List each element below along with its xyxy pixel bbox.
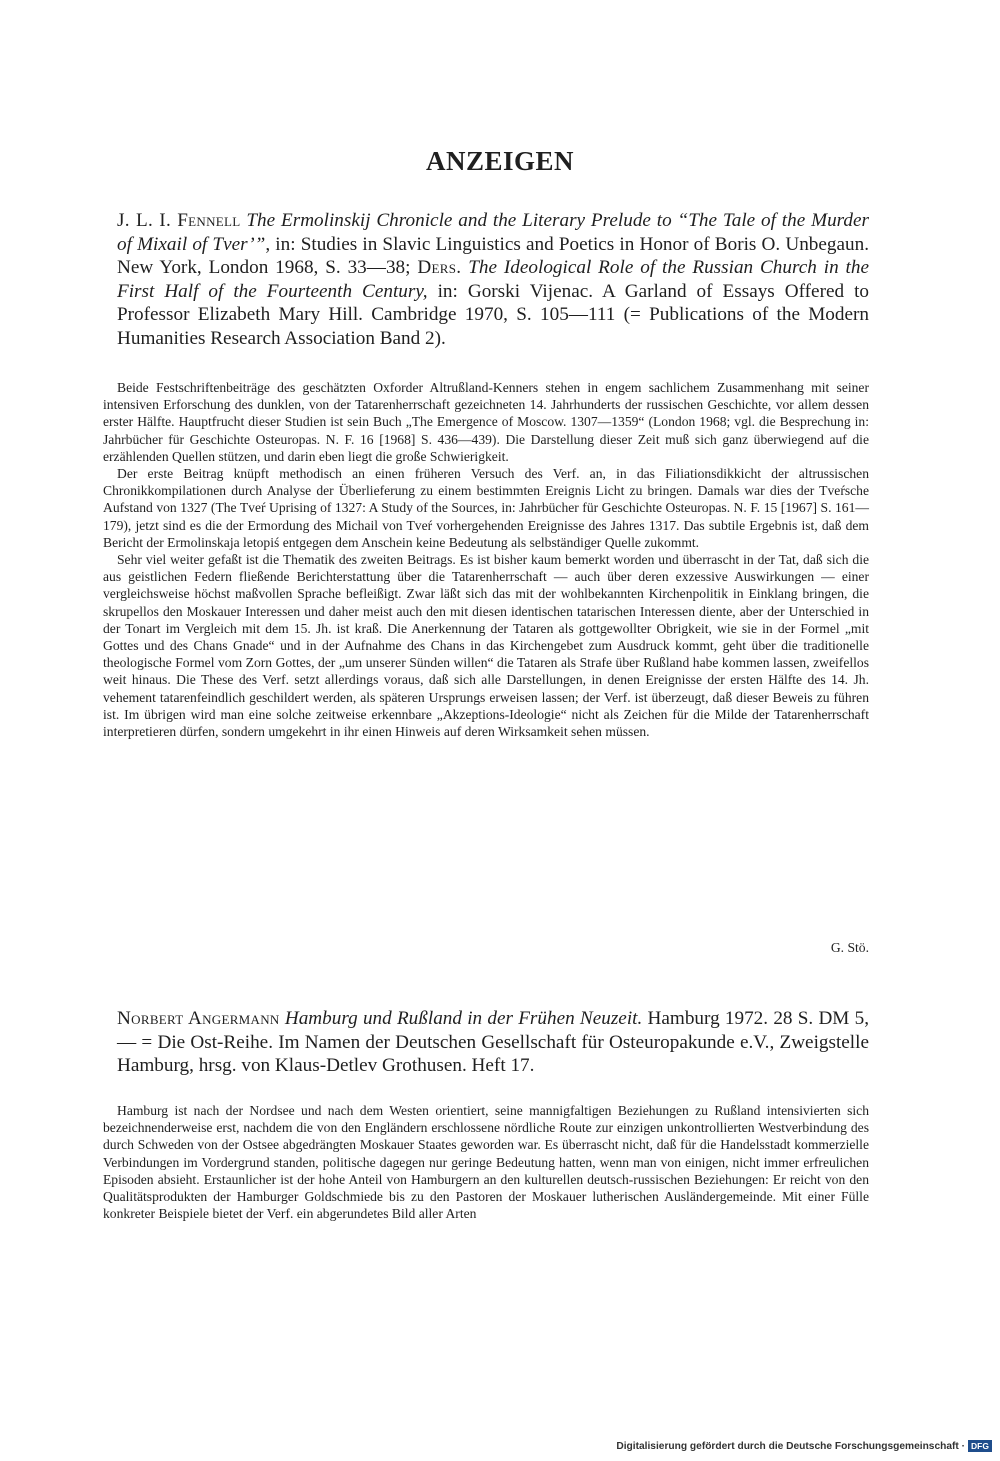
entry-heading-angermann [117,1007,869,1078]
review-paragraph: Hamburg ist nach der Nordsee und nach dem Westen orientiert, seine mannigfaltigen Beziehungen zu Rußland intensivierten sich bezeichnenderweise erst, nachdem die von den Engländern erschlossene nördliche Route zur einzigen unkontrollierten Westverbindung des durch Schweden von der Ostsee abgedrängten Moskauer Staates geworden war. Es überrascht nicht, daß für die Handelsstadt kommerzielle Verbindungen im Vordergrund standen, politische dagegen nur geringe Bedeutung hatten, wenn man von einigen, nicht immer erfreulichen Episoden absieht. Erstaunlicher ist der hohe Anteil von Hamburgern an den kulturellen deutsch-russischen Beziehungen: Er reicht von den Qualitätsprodukten der Hamburger Goldschmiede bis zu den Pastoren der Moskauer lutherischen Ausländergemeinde. Mit einer Fülle konkreter Beispiele bietet der Verf. ein abgerundetes Bild aller Arten [103,1103,869,1222]
ders-abbrev: Ders. [417,257,462,279]
work-title-2: The Ideological Role of the Russian Church in the First Half of the Fourteenth Century, [117,257,869,302]
work-title: The Ermolinskij Chronicle and the Literary Prelude to “The Tale of the Murder of Mixail of Tver’” [117,210,870,255]
review-paragraph: Der erste Beitrag knüpft methodisch an einen früheren Versuch des Verf. an, in das Filiationsdikkicht der altrussischen Chronikkompilationen durch Analyse der Überlieferung zu einem bestimmten Ereignis Licht zu bringen. Damals war dies der Tveŕsche Aufstand von 1327 (The Tveŕ Uprising of 1327: A Study of the Sources, in: Jahrbücher für Geschichte Osteuropas. N. F. 15 [1967] S. 161—179), jetzt sind es die der Ermordung des Michail von Tveŕ vorhergehenden Ereignisse des Jahres 1317. Das subtile Ergebnis ist, daß dem Bericht der Ermolinskaja letopiś entgegen dem Anschein keine Bedeutung als selbständiger Quelle zukommt. [103,466,869,550]
digitization-footer [616,1440,992,1452]
publication-details-2: in: Gorski Vijenac. A Garland of Essays Offered to Professor Elizabeth Mary Hill. Cambridge 1970, S. 105—111 (= Publications of the Modern Humanities Research Association Band 2). [117,280,869,349]
review-paragraph: Beide Festschriftenbeiträge des geschätzten Oxforder Altrußland-Kenners stehen in engem sachlichem Zusammenhang mit seiner intensiven Erforschung des dunklen, von der Tatarenherrschaft gezeichneten 14. Jahrhunderts der russischen Geschichte, vor allem dessen erster Hälfte. Hauptfrucht dieser Studien ist sein Buch „The Emergence of Moscow. 1307—1359“ (London 1968; vgl. die Besprechung in: Jahrbücher für Geschichte Osteuropas. N. F. 16 [1968] S. 436—439). Die Darstellung dieser Zeit muß sich ganz überwiegend auf die erzählenden Quellen stützen, und darin eben liegt die große Schwierigkeit. [103,380,869,464]
review-body-fennell [103,379,869,740]
work-title: Hamburg und Rußland in der Frühen Neuzeit. [284,1008,643,1029]
publication-details: Hamburg 1972. 28 S. DM 5,— = Die Ost-Reihe. Im Namen der Deutschen Gesellschaft für Osteuropakunde e.V., Zweigstelle Hamburg, hrsg. von Klaus-Detlev Grothusen. Heft 17. [117,1008,870,1077]
author-name: J. L. I. Fennell [117,210,241,231]
publication-details: , in: Studies in Slavic Linguistics and Poetics in Honor of Boris O. Unbegaun. New York, London 1968, S. 33—38; [117,233,869,279]
footer-text: Digitalisierung gefördert durch die Deutsche Forschungsgemeinschaft · [616,1440,966,1452]
reviewer-signature: G. Stö. [830,940,869,955]
author-name: Norbert Angermann [117,1008,280,1029]
review-paragraph: Sehr viel weiter gefaßt ist die Thematik des zweiten Beitrags. Es ist bisher kaum bemerkt worden und überrascht in der Tat, daß sich die aus geistlichen Federn fließende Berichterstattung über die Tatarenherrschaft — auch über deren exzessive Auswirkungen — einer vergleichsweise höchst maßvollen Sprache befleißigt. Zwar läßt sich das mit der wohlbekannten Kirchenpolitik in Einklang bringen, die skrupellos den Moskauer Interessen und daher meist auch den mit diesen identischen tatarischen Interessen diente, aber der Unterschied in der Tonart im Vergleich mit dem 15. Jh. ist kraß. Die Anerkennung der Tataren als gottgewollter Obrigkeit, wie sie in der Formel „mit Gottes und des Chans Gnade“ und in der Aufnahme des Chans in das Kirchengebet zum Ausdruck kommt, geht über die traditionelle theologische Formel vom Zorn Gottes, der „um unserer Sünden willen“ die Tataren als Strafe über Rußland habe kommen lassen, zweifellos weit hinaus. Die These des Verf. setzt allerdings voraus, daß sich alle Darstellungen, in denen Ereignisse der ersten Hälfte des 14. Jh. vehement tatarenfeindlich geschildert werden, als späteren Ursprungs erweisen lassen; der Verf. ist überzeugt, daß dieser Beweis zu führen ist. Im übrigen wird man eine solche zeitweise erkennbare „Akzeptions-Ideologie“ nicht als Zeichen für die Milde der Tatarenherrschaft interpretieren dürfen, sondern umgekehrt in ihr einen Hinweis auf deren Wirksamkeit sehen müssen. [103,552,869,740]
page-title: ANZEIGEN [425,146,575,176]
review-body-angermann [103,1102,869,1222]
dfg-logo: DFG [968,1440,992,1452]
entry-heading-fennell [117,209,869,351]
